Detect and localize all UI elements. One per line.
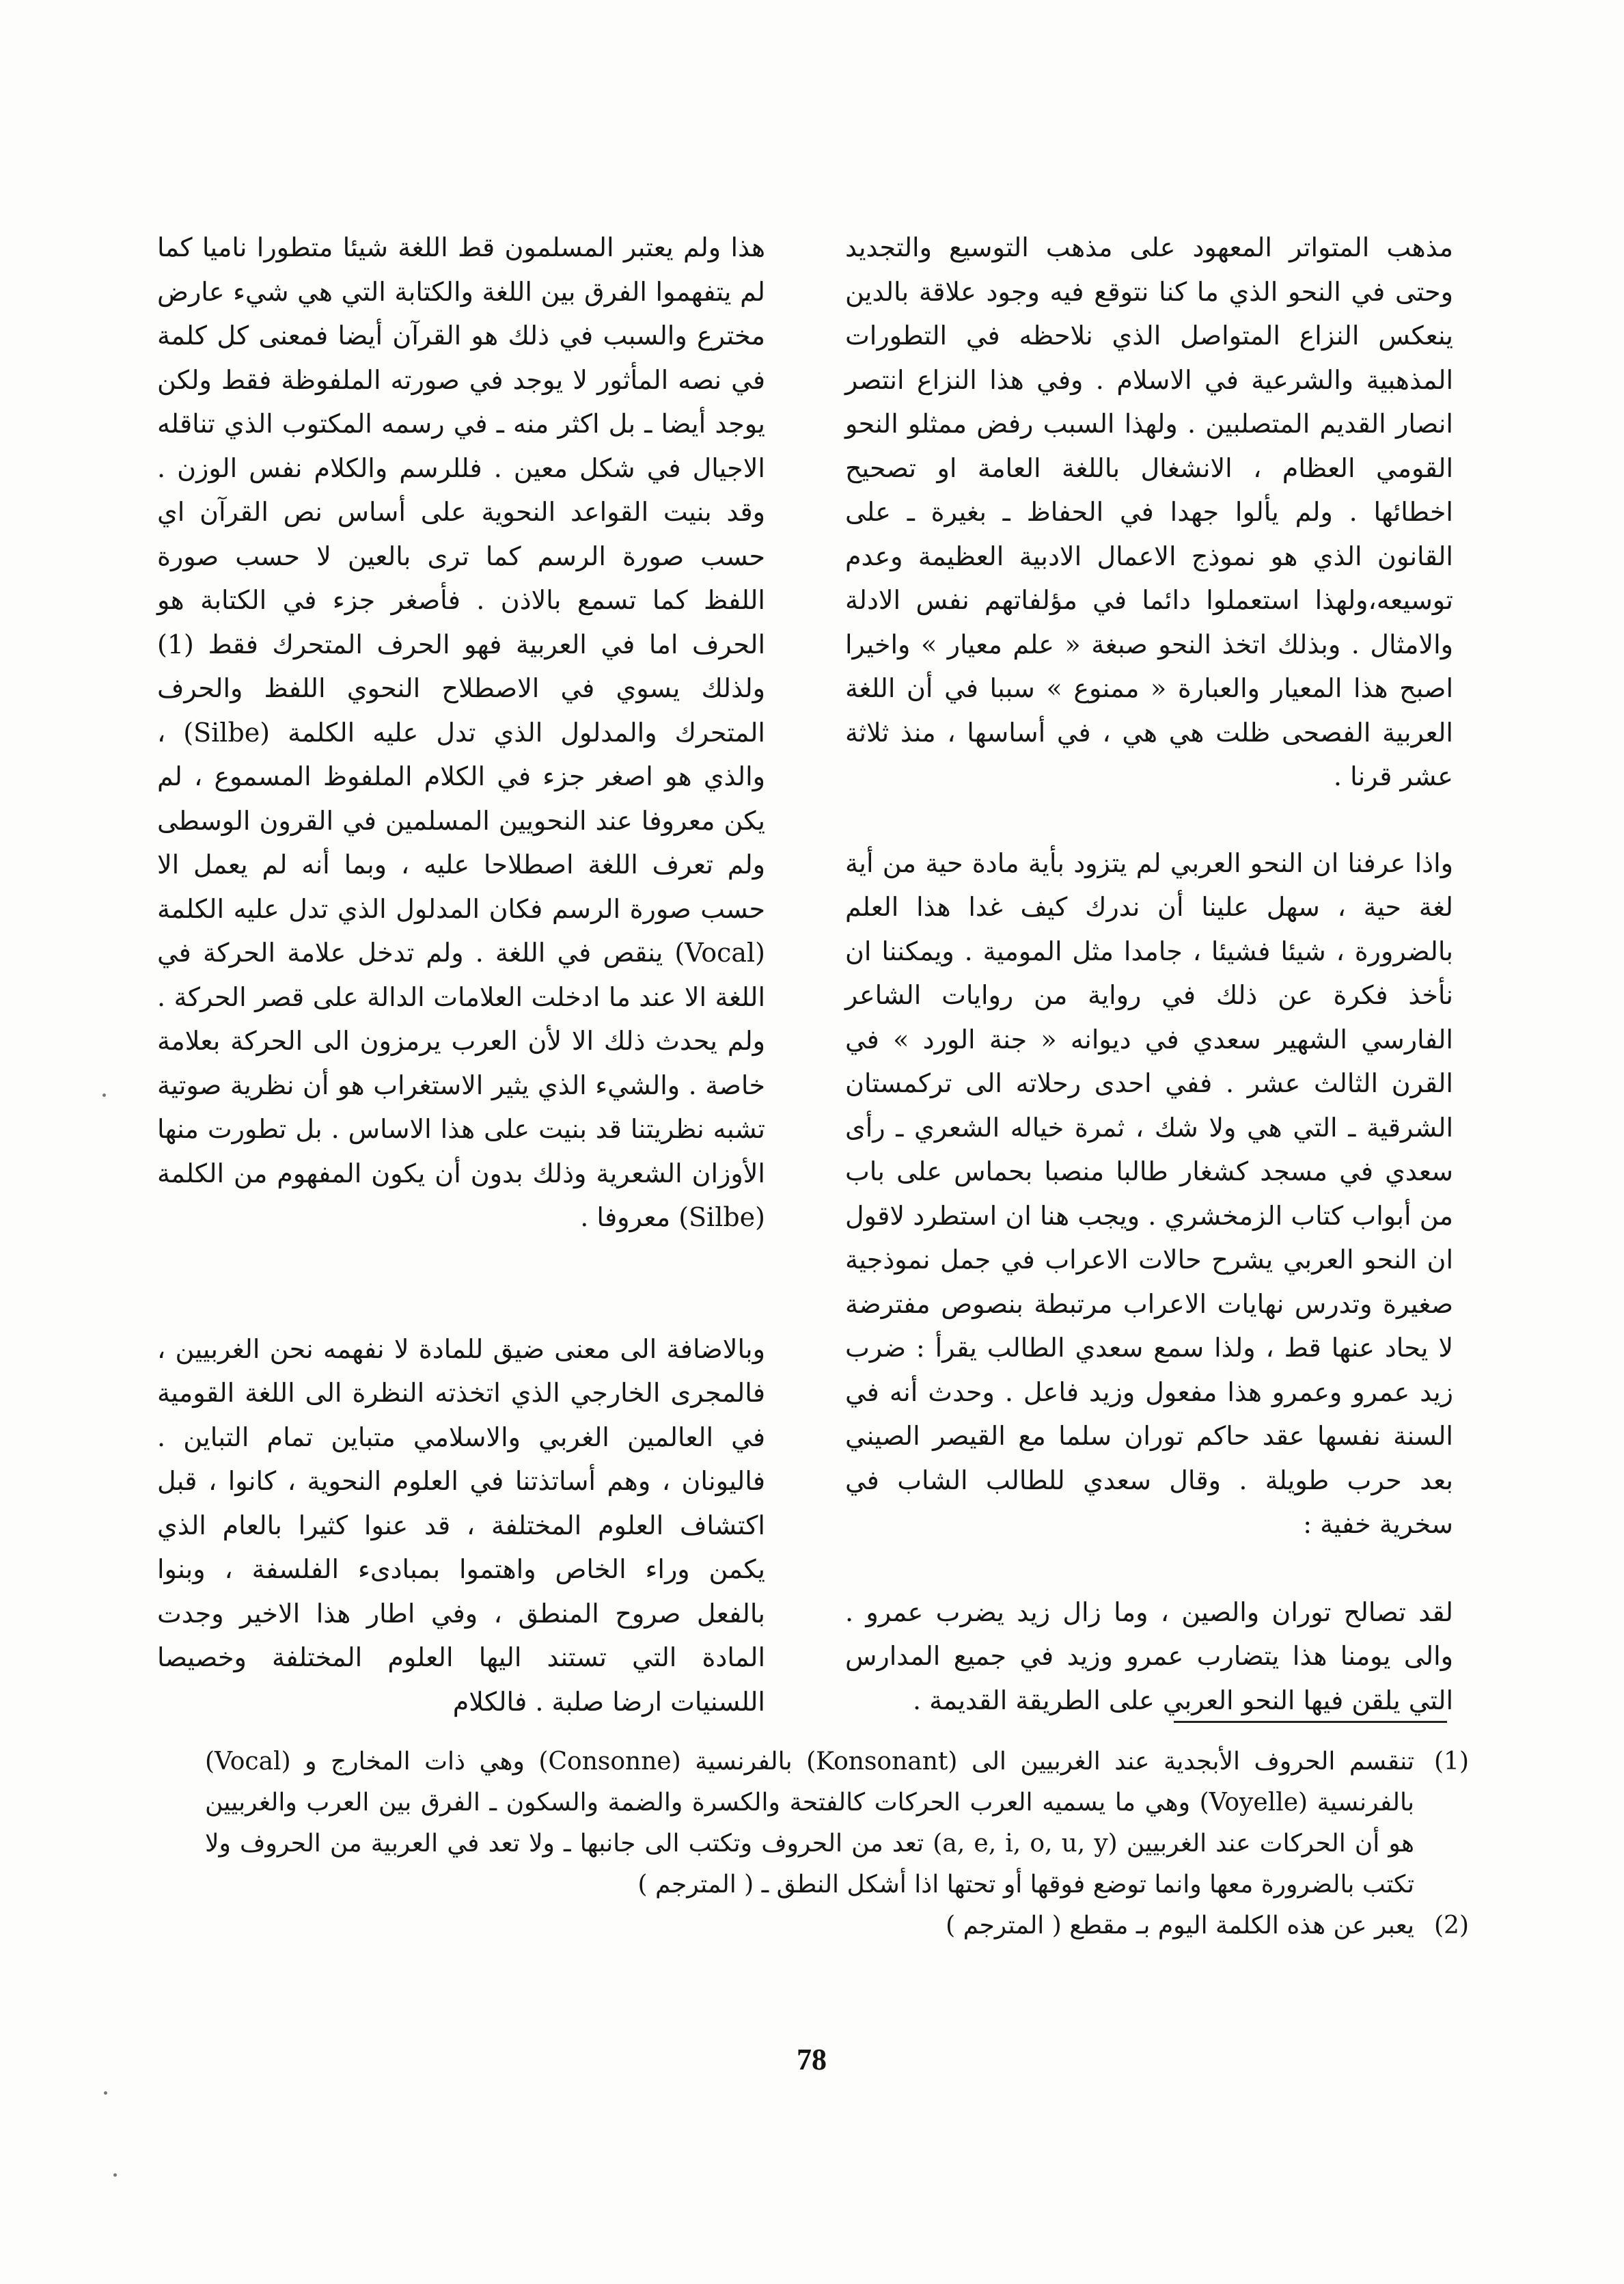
- footnotes: [205, 1741, 1469, 1946]
- footnote-1-text: تنقسم الحروف الأبجدية عند الغربيين الى (Konsonant) بالفرنسية (Consonne) وهي ذات المخارج و (Vocal) بالفرنسية (Voyelle) وهي ما يسميه العرب الحركات كالفتحة والكسرة والضمة والسكون ـ الفرق بين العرب والغربيين هو أن الحركات عند الغربيين (a, e, i, o, u, y) تعد من الحروف وتكتب الى جانبها ـ ولا تعد في العربية من الحروف ولا تكتب بالضرورة معها وانما توضع فوقها أو تحتها اذا أشكل النطق ـ ( المترجم ): [205, 1748, 1415, 1899]
- scan-speck: [102, 1093, 106, 1097]
- footnote-2: [205, 1905, 1469, 1946]
- scan-speck: [104, 2091, 107, 2095]
- right-paragraph-3: لقد تصالح توران والصين ، وما زال زيد يضرب عمرو . والى يومنا هذا يتضارب عمرو وزيد في جميع المدارس التي يلقن فيها النحو العربي على الطريقة القديمة .: [845, 1596, 1453, 1715]
- left-column: [157, 226, 765, 1724]
- footnote-2-text: يعبر عن هذه الكلمة اليوم بـ مقطع ( المترجم ): [946, 1912, 1414, 1940]
- footnote-1: [205, 1741, 1469, 1905]
- right-paragraph-2: واذا عرفنا ان النحو العربي لم يتزود بأية مادة حية من أية لغة حية ، سهل علينا أن ندرك كيف غدا هذا العلم بالضرورة ، شيئا فشيئا ، جامدا مثل المومية . ويمكننا ان نأخذ فكرة عن ذلك في رواية من روايات الشاعر الفارسي الشهير سعدي في ديوانه « جنة الورد » في القرن الثالث عشر . ففي احدى رحلاته الى تركمستان الشرقية ـ التي هي ولا شك ، ثمرة خياله الشعري ـ رأى سعدي في مسجد كشغار طالبا منصبا بحماس على باب من أبواب كتاب الزمخشري . ويجب هنا ان استطرد لاقول ان النحو العربي يشرح حالات الاعراب في جمل نموذجية صغيرة وتدرس نهايات الاعراب مرتبطة بنصوص مفترضة لا يحاد عنها قط ، ولذا سمع سعدي الطالب يقرأ : ضرب زيد عمرو وعمرو هذا مفعول وزيد فاعل . وحدث أنه في السنة نفسها عقد حاكم توران سلما مع القيصر الصيني بعد حرب طويلة . وقال سعدي للطالب الشاب في سخرية خفية :: [845, 847, 1453, 1539]
- footnote-separator-rule: [1174, 1721, 1447, 1723]
- left-paragraph-1: هذا ولم يعتبر المسلمون قط اللغة شيئا متطورا ناميا كما لم يتفهموا الفرق بين اللغة والكتابة التي هي شيء عارض مخترع والسبب في ذلك هو القرآن أيضا فمعنى كل كلمة في نصه المأثور لا يوجد في صورته الملفوظة فقط ولكن يوجد أيضا ـ بل اكثر منه ـ في رسمه المكتوب الذي تناقله الاجيال في شكل معين . فللرسم والكلام نفس الوزن . وقد بنيت القواعد النحوية على أساس نص القرآن اي حسب صورة الرسم كما ترى بالعين لا حسب صورة اللفظ كما تسمع بالاذن . فأصغر جزء في الكتابة هو الحرف اما في العربية فهو الحرف المتحرك فقط (1) ولذلك يسوي في الاصطلاح النحوي اللفظ والحرف المتحرك والمدلول الذي تدل عليه الكلمة (Silbe) ، والذي هو اصغر جزء في الكلام الملفوظ المسموع ، لم يكن معروفا عند النحويين المسلمين في القرون الوسطى ولم تعرف اللغة اصطلاحا عليه ، وبما أنه لم يعمل الا حسب صورة الرسم فكان المدلول الذي تدل عليه الكلمة (Vocal) ينقص في اللغة . ولم تدخل علامة الحركة في اللغة الا عند ما ادخلت العلامات الدالة على قصر الحركة . ولم يحدث ذلك الا لأن العرب يرمزون الى الحركة بعلامة خاصة . والشيء الذي يثير الاستغراب هو أن نظرية صوتية تشبه نظريتنا قد بنيت على هذا الاساس . بل تطورت منها الأوزان الشعرية وذلك بدون أن يكون المفهوم من الكلمة (Silbe) معروفا .: [157, 232, 765, 1232]
- page-number: 78: [797, 2043, 827, 2076]
- left-paragraph-2: وبالاضافة الى معنى ضيق للمادة لا نفهمه نحن الغربيين ، فالمجرى الخارجي الذي اتخذته النظرة الى اللغة القومية في العالمين الغربي والاسلامي متباين تمام التباين . فاليونان ، وهم أساتذتنا في العلوم النحوية ، كانوا ، قبل اكتشاف العلوم المختلفة ، قد عنوا كثيرا بالعام الذي يكمن وراء الخاص واهتموا بمبادىء الفلسفة ، وبنوا بالفعل صروح المنطق ، وفي اطار هذا الاخير وجدت المادة التي تستند اليها العلوم المختلفة وخصيصا اللسنيات ارضا صلبة . فالكلام: [157, 1333, 765, 1717]
- footnote-1-number: (1): [1434, 1748, 1469, 1776]
- right-paragraph-1: مذهب المتواتر المعهود على مذهب التوسيع والتجديد وحتى في النحو الذي ما كنا نتوقع فيه وجود علاقة بالدين ينعكس النزاع المتواصل الذي نلاحظه في التطورات المذهبية والشرعية في الاسلام . وفي هذا النزاع انتصر انصار القديم المتصلبين . ولهذا السبب رفض ممثلو النحو القومي العظام ، الانشغال باللغة العامة او تصحيح اخطائها . ولم يألوا جهدا في الحفاظ ـ بغيرة ـ على القانون الذي هو نموذج الاعمال الادبية العظيمة وعدم توسيعه،ولهذا استعملوا دائما في مؤلفاتهم نفس الادلة والامثال . وبذلك اتخذ النحو صبغة « علم معيار » واخيرا اصبح هذا المعيار والعبارة « ممنوع » سببا في أن اللغة العربية الفصحى ظلت هي هي ، في أساسها ، منذ ثلاثة عشر قرنا .: [845, 232, 1453, 791]
- footnote-2-number: (2): [1434, 1912, 1469, 1940]
- right-column: [845, 226, 1453, 1722]
- scan-speck: [113, 2173, 117, 2177]
